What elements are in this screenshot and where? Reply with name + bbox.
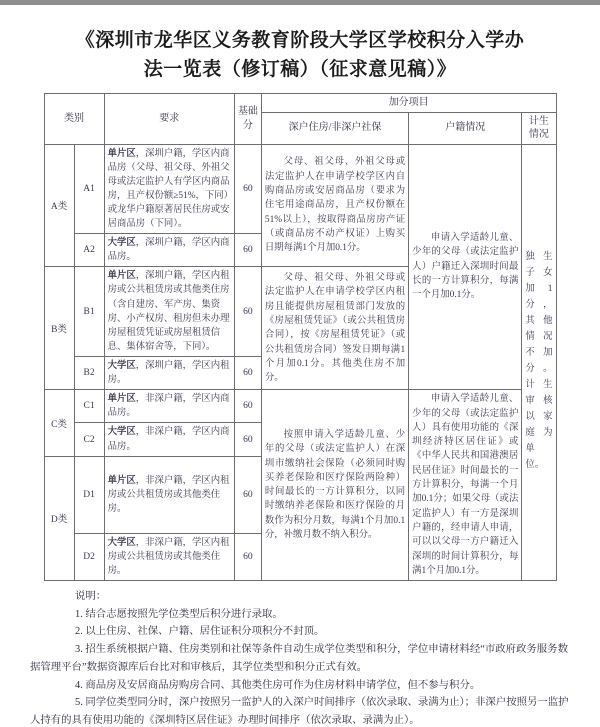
zone-label: 单片区: [107, 271, 136, 282]
base-score-b2: 60: [234, 357, 261, 390]
requirement-text: ，深圳户籍，学区内租房。: [107, 361, 230, 386]
base-score-c1: 60: [234, 390, 261, 423]
header-housing: 深户住房/非深户社保: [261, 112, 408, 144]
requirement-c2: [104, 423, 234, 456]
requirement-text: ，非深户籍，学区内租房或公共租赁房或其他类住房。: [107, 537, 230, 576]
zone-label: 单片区: [107, 475, 136, 486]
note-item-1: 1. 结合志愿按照先学位类型后积分进行录取。: [75, 608, 283, 620]
category-a-label: A类: [44, 144, 74, 267]
category-d-label: D类: [44, 456, 74, 580]
hukou-rule-cd: 申请入学适龄儿童、少年的父母（或法定监护人）具有使用功能的《深圳经济特区居住证》或《中华人民共和国港澳居民居住证》时间最长的一方计算积分，每满一个月加0.1分；如果父母（或法定监护人）有一方是深圳户籍的，经申请人申请，可以以父母一方户籍迁入深圳的时间计算积分，每满1个月加0.1分。: [409, 390, 522, 581]
requirement-text: ，深圳户籍，学区内商品房。: [107, 238, 230, 263]
requirement-text: ，非深户籍，学区内商品房。: [107, 394, 230, 419]
requirement-d2: [104, 533, 234, 580]
row-code-c1: C1: [74, 390, 104, 423]
page-title-line-1: 《深圳市龙华区义务教育阶段大学区学校积分入学办: [75, 30, 525, 51]
housing-rule-b: 父母、祖父母、外祖父母或法定监护人在申请学校学区内租房且能提供房屋租赁部门发放的《房屋租赁凭证》（或公共租赁房合同），按《房屋租赁凭证》（或公共租赁房合同）签发日期每满1个月加0.1分。其他类住房不加分。: [261, 267, 408, 390]
note-item-2: 2. 以上住房、社保、户籍、居住证积分项积分不封顶。: [75, 626, 325, 638]
base-score-b1: 60: [234, 267, 261, 357]
row-code-b2: B2: [74, 357, 104, 390]
category-b-label: B类: [44, 267, 74, 390]
requirement-c1: [104, 390, 234, 423]
requirement-text: ，深圳户籍，学区内商品房（父母、祖父母、外祖父母或法定监护人有学区内商品房，且产权份额≥51%，下同）或龙华户籍原著居民住房或安居商品房（下同）。: [107, 148, 230, 230]
notes-label: 说明：: [75, 591, 107, 603]
header-row-1: [44, 94, 556, 113]
requirement-b2: [104, 357, 234, 390]
header-family-planning: 计生情况: [522, 112, 556, 144]
row-code-d2: D2: [74, 533, 104, 580]
requirement-a1: [104, 144, 234, 234]
header-bonus-items: 加分项目: [261, 94, 556, 113]
row-code-c2: C2: [74, 423, 104, 456]
note-item-5: 5. 同学位类型同分时，深户按照另一监护人的入深户时间排序（依次录取、录满为止）；非深户按照另一监护人持有的具有使用功能的《深圳特区居住证》办理时间排序（依次录取、录满为止）。: [30, 697, 569, 726]
requirement-text: ，非深户籍，学区内租房或公共租赁房或其他类住房。: [107, 475, 230, 514]
base-score-d1: 60: [234, 456, 261, 533]
table-row-a1: [44, 144, 556, 234]
zone-label: 大学区: [107, 238, 136, 249]
requirement-text: ，深圳户籍，学区内租房或公共租赁房或其他类住房（含自建房、军产房、集资房、小产权房、租房但未办理房屋租赁凭证或房屋租赁信息、集体宿舍等，下同）。: [107, 271, 230, 352]
base-score-a2: 60: [234, 234, 261, 267]
zone-label: 单片区: [107, 148, 136, 159]
base-score-d2: 60: [234, 533, 261, 580]
row-code-d1: D1: [74, 456, 104, 533]
notes-section: [30, 588, 570, 727]
requirement-a2: [104, 234, 234, 267]
header-category: 类别: [44, 94, 104, 145]
page-title-line-2: 法一览表（修订稿）（征求意见稿）》: [143, 58, 457, 80]
table-row-c1: [44, 390, 556, 423]
housing-rule-a: 父母、祖父母、外祖父母或法定监护人在申请学校学区内自购商品房或安居商品房（要求为住宅用途商品房，且产权份额在51%以上），按取得商品房房产证（或商品房不动产权证）上购买日期每满1个月加0.1分。: [261, 144, 408, 267]
header-base-score: 基础分: [234, 94, 261, 145]
base-score-a1: 60: [234, 144, 261, 234]
family-planning-rule: 独生子女加1分，其他情况不加分。计生审核以家庭为单位。: [522, 144, 556, 581]
row-code-a1: A1: [74, 144, 104, 234]
category-c-label: C类: [44, 390, 74, 456]
note-item-3: 3. 招生系统根据户籍、住房类别和社保等条件自动生成学位类型和积分，学位申请材料经“市政府政务服务数据管理平台”数据资源库后台比对和审核后，其学位类型和积分正式有效。: [30, 644, 568, 673]
note-item-4: 4. 商品房及安居商品房购房合同、其他类住房可作为住房材料申请学位，但不参与积分。: [75, 679, 481, 691]
hukou-rule-ab: 申请入学适龄儿童、少年的父母（或法定监护人）户籍迁入深圳时间最长的一方计算积分，每满一个月加0.1分。: [409, 144, 522, 390]
zone-label: 单片区: [107, 394, 136, 405]
zone-label: 大学区: [107, 361, 136, 372]
zone-label: 大学区: [107, 427, 136, 438]
requirement-b1: [104, 267, 234, 357]
requirement-text: ，非深户籍，学区内商品房。: [107, 427, 230, 452]
row-code-b1: B1: [74, 267, 104, 357]
row-code-a2: A2: [74, 234, 104, 267]
header-requirement: 要求: [104, 94, 234, 145]
zone-label: 大学区: [107, 537, 136, 548]
base-score-c2: 60: [234, 423, 261, 456]
header-hukou: 户籍情况: [409, 112, 522, 144]
points-table: [44, 93, 557, 581]
housing-rule-cd: 按照申请入学适龄儿童、少年的父母（或法定监护人）在深圳市缴纳社会保险（必须同时购买养老保险和医疗保险两险种）时间最长的一方计算积分，以同时缴纳养老保险和医疗保险的月数作为积分月数，每满1个月加0.1分，补缴月数不纳入积分。: [261, 390, 408, 581]
requirement-d1: [104, 456, 234, 533]
page-top-border: [0, 0, 600, 5]
page-title: [0, 27, 600, 84]
